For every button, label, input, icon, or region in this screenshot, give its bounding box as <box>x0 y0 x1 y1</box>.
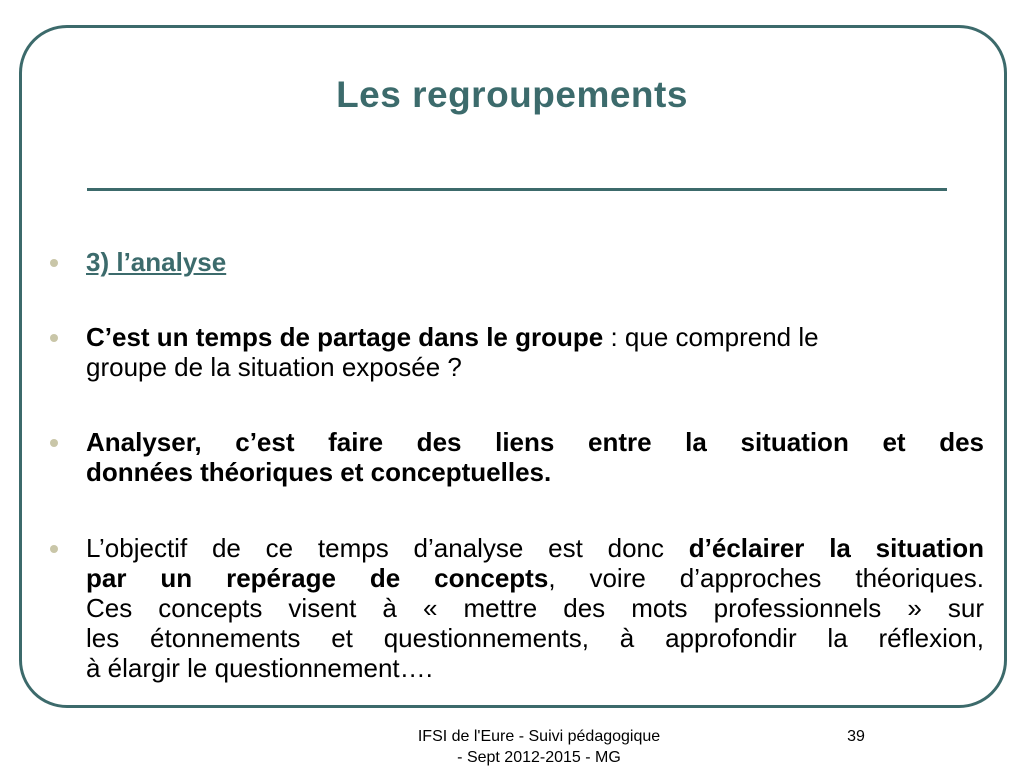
bullet-line: Analyser, c’est faire des liens entre la situation et des <box>86 427 984 457</box>
bold-phrase: par un repérage de concepts <box>86 563 549 593</box>
title-divider <box>87 188 947 191</box>
text-run: , voire d’approches théoriques. <box>548 563 985 593</box>
bullet-line: Ces concepts visent à « mettre des mots professionnels » sur <box>86 593 984 623</box>
section-heading: 3) l’analyse <box>86 247 227 277</box>
footer-line: - Sept 2012-2015 - MG <box>457 749 621 766</box>
bullet-dot <box>50 439 58 447</box>
bullet-line <box>86 563 984 593</box>
bold-phrase: C’est un temps de partage dans le groupe <box>86 322 604 352</box>
footer-line: IFSI de l'Eure - Suivi pédagogique <box>417 728 661 745</box>
bullet-line: à élargir le questionnement…. <box>86 653 433 683</box>
slide-footer <box>380 726 698 768</box>
section-heading-item <box>86 247 984 277</box>
text-run: L’objectif de ce temps d’analyse est donc <box>86 533 689 563</box>
bold-phrase: d’éclairer la situation <box>688 533 984 563</box>
bullet-line: groupe de la situation exposée ? <box>86 352 462 382</box>
bullet-line: les étonnements et questionnements, à approfondir la réflexion, <box>86 623 984 653</box>
bullet-item-objectif <box>86 533 984 683</box>
bullet-dot <box>50 545 58 553</box>
text-run: : que comprend le <box>603 322 819 352</box>
slide-title: Les regroupements <box>336 74 688 115</box>
bullet-line <box>86 322 984 352</box>
bullet-line: données théoriques et conceptuelles. <box>86 457 552 487</box>
bullet-item-partage <box>86 322 984 382</box>
bullet-item-analyser <box>86 427 984 487</box>
page-number: 39 <box>847 728 865 745</box>
bullet-line <box>86 533 984 563</box>
bullet-dot <box>50 259 58 267</box>
bullet-dot <box>50 334 58 342</box>
